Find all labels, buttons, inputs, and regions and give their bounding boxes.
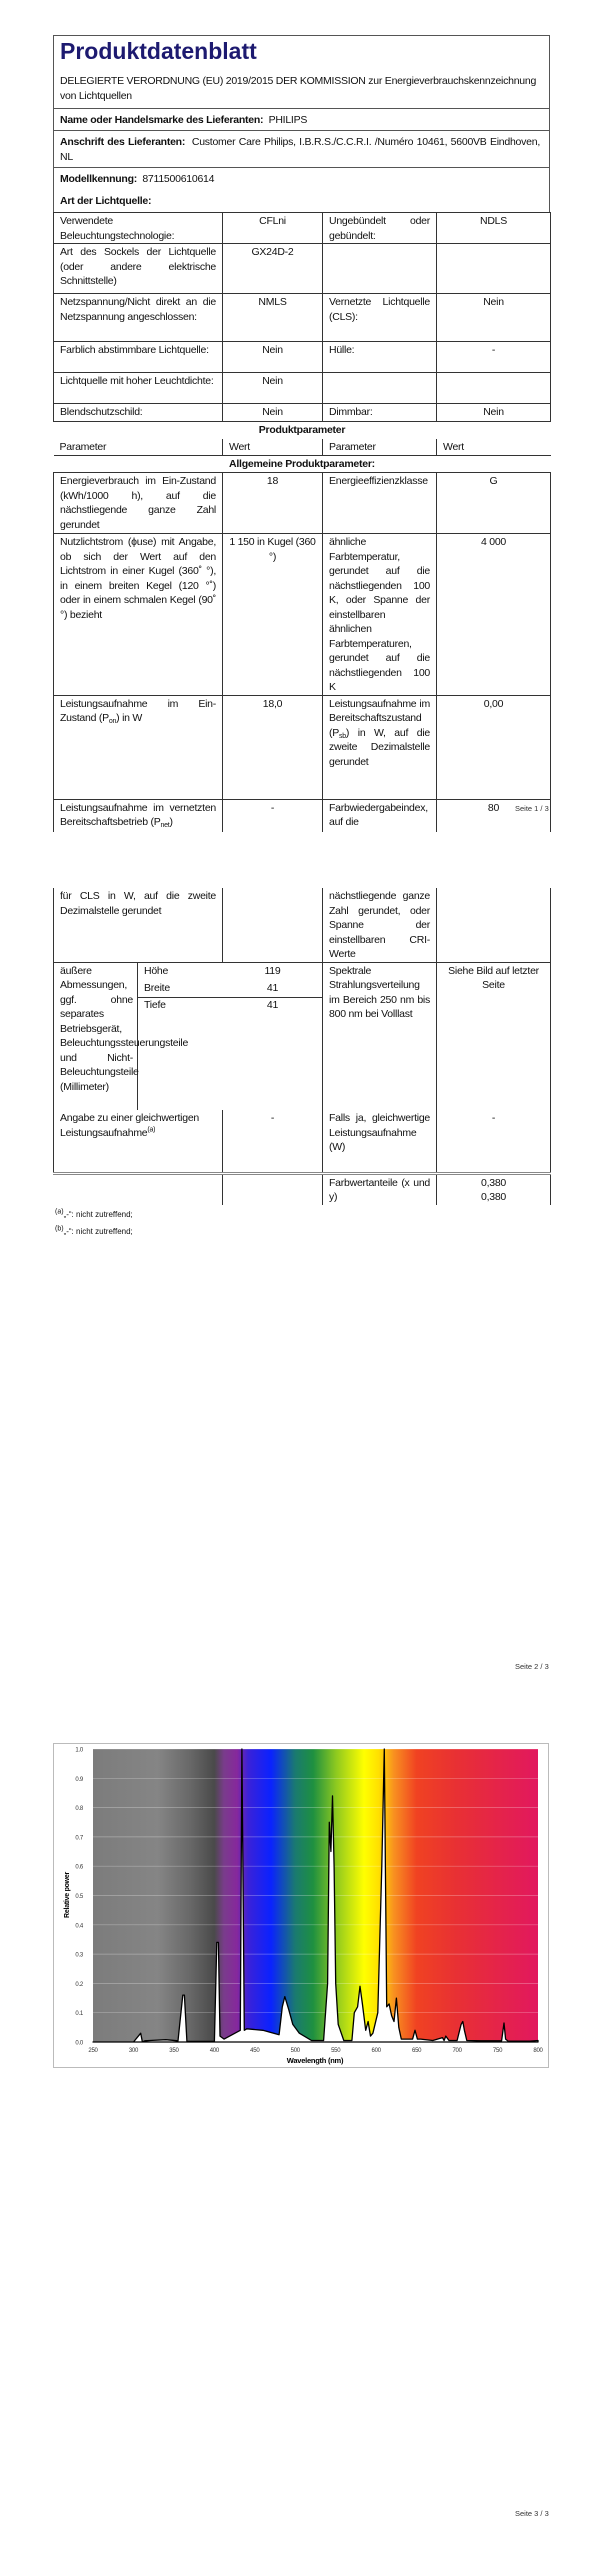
regulation-text: DELEGIERTE VERORDNUNG (EU) 2019/2015 DER KOMMISSION zur Energieverbrauchskennzeichnung von Lichtquellen	[60, 75, 537, 102]
table-row	[54, 1110, 551, 1173]
model-number: 8711500610614	[142, 173, 215, 185]
param-cell: Blendschutzschild:	[54, 404, 223, 422]
param-cell: Lichtquelle mit hoher Leuchtdichte:	[54, 373, 223, 404]
supplier-name: PHILIPS	[268, 114, 308, 126]
footnote-text: „-“: nicht zutreffend;	[63, 1227, 133, 1236]
section-heading-row	[54, 422, 551, 439]
x-tick-label: 400	[209, 2048, 219, 2054]
light-source-type-label: Art der Lichtquelle:	[60, 195, 152, 207]
param-cell: Dimmbar:	[323, 404, 437, 422]
table-row	[54, 695, 551, 799]
label-part: ) in W, auf die zweite Dezimalstelle gerundet	[329, 726, 430, 768]
column-header-parameter: Parameter	[54, 439, 223, 456]
column-header-value: Wert	[223, 439, 323, 456]
section-heading-row	[54, 456, 551, 473]
networked-standby-label-cont: für CLS in W, auf die zweite Dezimalstelle gerundet	[54, 888, 223, 962]
energy-consumption-value: 18	[223, 473, 323, 534]
y-tick-label: 0.8	[75, 1806, 83, 1813]
color-rendering-label-cont: nächstliegende ganze Zahl gerundet, oder Spanne der einstellbaren CRI-Werte	[323, 888, 437, 962]
chromaticity-label: Farbwertanteile (x und y)	[323, 1173, 437, 1205]
product-table-page2	[53, 888, 551, 1205]
product-parameters-heading: Produktparameter	[258, 424, 346, 436]
x-tick-label: 450	[250, 2048, 260, 2054]
value-cell: Nein	[223, 404, 323, 422]
divider	[53, 167, 550, 168]
dimensions-cell	[138, 962, 323, 1110]
footnote	[55, 1225, 133, 1240]
param-cell: Farblich abstimmbare Lichtquelle:	[54, 342, 223, 373]
value-cell: Nein	[437, 404, 551, 422]
dimensions-label: äußere Abmessungen, ggf. ohne separates Betriebsgerät, Beleuchtungssteuerungsteile und Nicht-Beleuchtungsteile (Millimeter)	[54, 962, 138, 1110]
depth-row	[138, 998, 322, 1014]
width-row	[138, 981, 322, 998]
y-tick-label: 0.3	[75, 1952, 83, 1959]
label-part: Leistungsaufnahme im Ein-Zustand (P	[60, 697, 216, 724]
table-row	[54, 799, 551, 832]
footnote	[55, 1208, 133, 1223]
value-cell: Nein	[223, 373, 323, 404]
height-value: 119	[264, 964, 281, 977]
chromaticity-x: 0,380	[481, 1176, 507, 1189]
column-header-row	[54, 439, 551, 456]
page-number: Seite 2 / 3	[515, 1662, 549, 1671]
on-mode-power-value: 18,0	[223, 695, 323, 799]
networked-standby-label	[54, 799, 223, 832]
chromaticity-y: 0,380	[481, 1191, 507, 1203]
footnote-ref: (a)	[147, 1126, 156, 1133]
width-value: 41	[266, 981, 279, 994]
x-axis-title: Wavelength (nm)	[286, 2056, 344, 2065]
y-tick-label: 0.1	[75, 2011, 83, 2018]
empty-cell	[54, 1173, 223, 1205]
y-tick-label: 0.7	[75, 1835, 83, 1842]
table-row	[54, 244, 551, 294]
table-row	[54, 534, 551, 696]
equivalent-power-w-value: -	[437, 1110, 551, 1173]
supplier-address: Customer Care Philips, I.B.R.S./C.C.R.I. /Numéro 10461, 5600VB Eindhoven, NL	[60, 136, 540, 163]
luminous-flux-value: 1 150 in Kugel (360 °)	[223, 534, 323, 696]
y-axis-title: Relative power	[64, 1872, 71, 1918]
param-cell: Hülle:	[323, 342, 437, 373]
x-tick-label: 800	[533, 2048, 543, 2054]
color-temperature-value: 4 000	[437, 534, 551, 696]
spectral-distribution-chart	[53, 1743, 550, 2069]
label-part: ) in W	[116, 712, 143, 724]
y-tick-label: 0.5	[75, 1894, 83, 1900]
x-tick-label: 650	[412, 2048, 422, 2054]
y-tick-label: 0.2	[75, 1981, 83, 1988]
column-header-value: Wert	[437, 439, 551, 456]
table-row	[54, 373, 551, 404]
value-cell	[437, 244, 551, 294]
spectral-distribution-value: Siehe Bild auf letzter Seite	[437, 962, 551, 1110]
x-tick-label: 700	[452, 2048, 462, 2054]
energy-class-value: G	[437, 473, 551, 534]
supplier-address-row	[60, 135, 540, 164]
color-rendering-label: Farbwiedergabeindex, auf die	[323, 799, 437, 832]
footnote-mark: (a)	[55, 1208, 64, 1216]
equivalent-power-label	[54, 1110, 223, 1173]
energy-class-label: Energieeffizienzklasse	[323, 473, 437, 534]
param-cell	[323, 373, 437, 404]
value-cell: CFLni	[223, 213, 323, 244]
standby-power-label	[323, 695, 437, 799]
column-header-parameter: Parameter	[323, 439, 437, 456]
value-cell: -	[437, 342, 551, 373]
x-tick-label: 550	[331, 2048, 341, 2054]
x-tick-label: 600	[371, 2048, 381, 2054]
luminous-flux-label: Nutzlichtstrom (ϕuse) mit Angabe, ob sich der Wert auf den Lichtstrom in einer Kugel (360˚ °), in einem breiten Kegel (120 °˚) oder in einem schmalen Kegel (90˚ °) bezieht	[54, 534, 223, 696]
value-cell: NDLS	[437, 213, 551, 244]
page-title: Produktdatenblatt	[60, 38, 257, 64]
divider	[53, 108, 550, 109]
model-row	[60, 172, 540, 187]
height-label: Höhe	[144, 964, 169, 977]
product-table-page1	[53, 212, 551, 832]
value-cell: NMLS	[223, 294, 323, 342]
color-rendering-value: 80	[437, 799, 551, 832]
energy-consumption-label: Energieverbrauch im Ein-Zustand (kWh/1000 h), auf die nächstliegende ganze Zahl gerundet	[54, 473, 223, 534]
spectral-distribution-label: Spektrale Strahlungsverteilung im Bereich 250 nm bis 800 nm bei Volllast	[323, 962, 437, 1110]
label-part: Angabe zu einer gleichwertigen Leistungsaufnahme	[60, 1112, 200, 1139]
y-tick-label: 0.0	[75, 2040, 83, 2047]
subscript: net	[160, 822, 170, 829]
supplier-name-label: Name oder Handelsmarke des Lieferanten:	[60, 114, 264, 126]
x-tick-label: 300	[128, 2048, 139, 2054]
x-tick-label: 750	[492, 2048, 503, 2054]
footnote-text: „-“: nicht zutreffend;	[63, 1210, 133, 1219]
empty-cell	[223, 1173, 323, 1205]
depth-label: Tiefe	[144, 998, 166, 1011]
general-parameters-heading: Allgemeine Produktparameter:	[54, 456, 551, 473]
value-cell	[437, 373, 551, 404]
param-cell	[323, 244, 437, 294]
divider	[53, 130, 550, 131]
table-row	[54, 1173, 551, 1205]
page-number: Seite 3 / 3	[515, 2509, 549, 2518]
depth-value: 41	[266, 998, 279, 1011]
value-cell: GX24D-2	[223, 244, 323, 294]
y-tick-label: 0.6	[75, 1864, 83, 1871]
label-part: )	[169, 816, 173, 828]
on-mode-power-label	[54, 695, 223, 799]
model-label: Modellkennung:	[60, 173, 137, 185]
table-row	[54, 342, 551, 373]
param-cell: Vernetzte Lichtquelle (CLS):	[323, 294, 437, 342]
param-cell: Art des Sockels der Lichtquelle (oder andere elektrische Schnittstelle)	[54, 244, 223, 294]
empty-cell	[437, 888, 551, 962]
equivalent-power-w-label: Falls ja, gleichwertige Leistungsaufnahme (W)	[323, 1110, 437, 1173]
subscript: sb	[339, 732, 346, 740]
y-tick-label: 0.9	[75, 1776, 83, 1783]
chromaticity-value	[437, 1173, 551, 1205]
table-row	[54, 473, 551, 534]
supplier-name-row	[60, 113, 540, 128]
table-row	[54, 888, 551, 962]
x-tick-label: 500	[290, 2048, 300, 2054]
x-tick-label: 350	[169, 2048, 179, 2054]
empty-cell	[223, 888, 323, 962]
param-cell: Ungebündelt oder gebündelt:	[323, 213, 437, 244]
footnote-mark: (b)	[55, 1225, 64, 1233]
param-cell: Netzspannung/Nicht direkt an die Netzspannung angeschlossen:	[54, 294, 223, 342]
width-label: Breite	[144, 981, 170, 994]
x-tick-label: 250	[88, 2048, 98, 2054]
networked-standby-value: -	[223, 799, 323, 832]
subscript: on	[108, 718, 117, 725]
supplier-address-label: Anschrift des Lieferanten:	[60, 136, 186, 148]
page-number: Seite 1 / 3	[515, 804, 549, 813]
y-tick-label: 0.4	[75, 1923, 83, 1930]
standby-power-value: 0,00	[437, 695, 551, 799]
param-cell: Verwendete Beleuchtungstechnologie:	[54, 213, 223, 244]
table-row	[54, 404, 551, 422]
y-tick-label: 1.0	[75, 1747, 83, 1754]
label-part: Leistungsaufnahme im Bereitschaftszustand (P	[329, 697, 430, 739]
color-temperature-label: ähnliche Farbtemperatur, gerundet auf die nächstliegenden 100 K, oder Spanne der einstellbaren ähnlichen Farbtemperaturen, gerundet auf die nächstliegenden 100 K	[323, 534, 437, 696]
value-cell: Nein	[223, 342, 323, 373]
value-cell: Nein	[437, 294, 551, 342]
table-row	[54, 294, 551, 342]
table-row	[54, 962, 551, 1110]
label-part: Leistungsaufnahme im vernetzten Bereitschaftsbetrieb (P	[60, 801, 216, 828]
table-row	[54, 213, 551, 244]
height-row	[138, 963, 322, 981]
equivalent-power-value: -	[223, 1110, 323, 1173]
